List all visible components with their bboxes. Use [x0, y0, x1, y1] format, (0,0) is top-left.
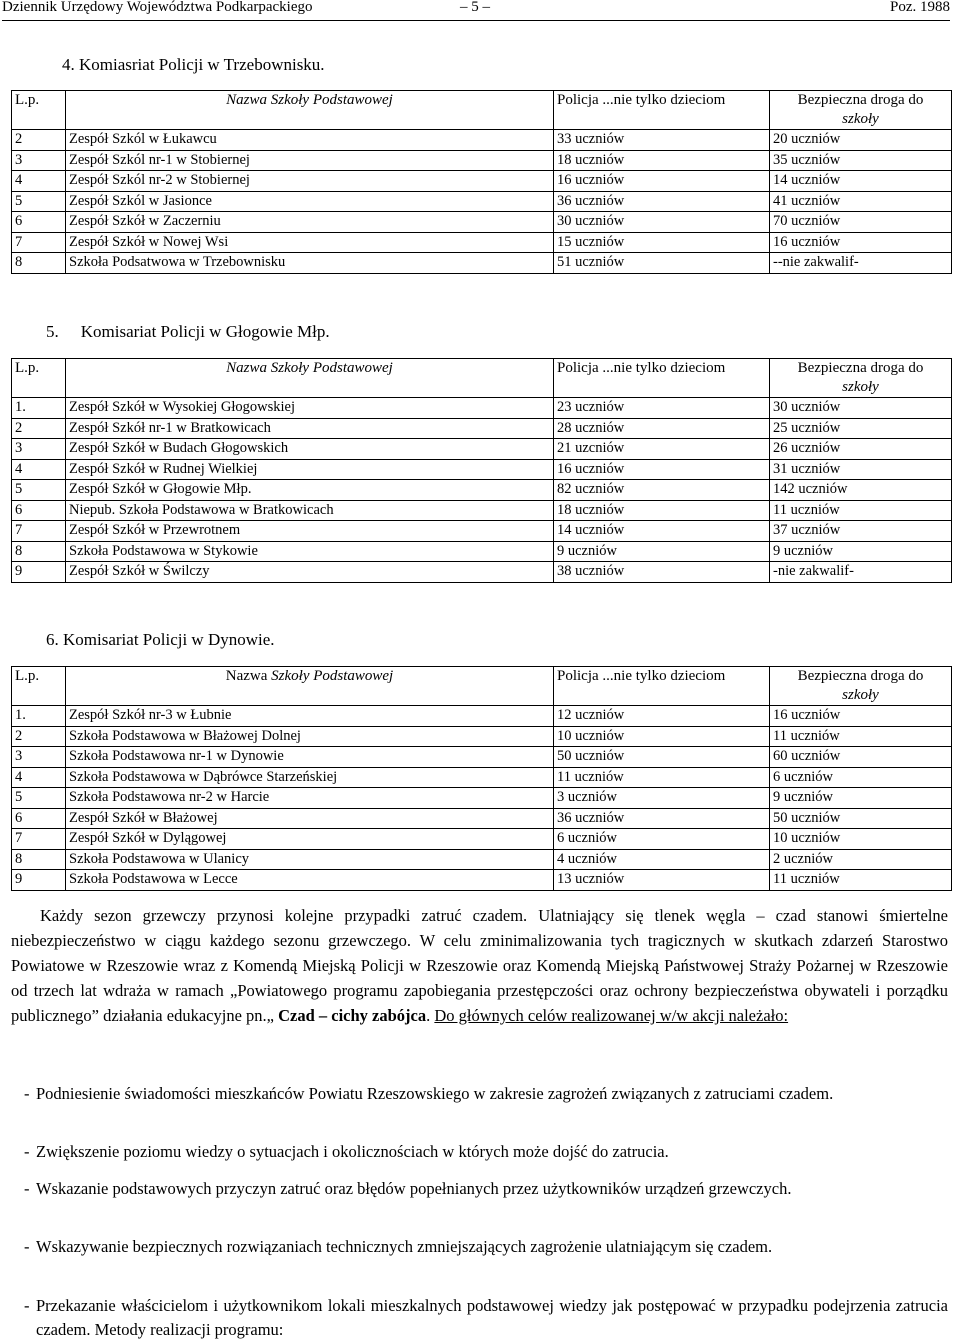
cell-lp: 1.	[12, 398, 66, 419]
cell-nazwa: Zespół Szkól nr-2 w Stobiernej	[66, 171, 554, 192]
table-row	[12, 150, 952, 171]
page-number: – 5 –	[460, 0, 490, 15]
cell-lp: 8	[12, 253, 66, 274]
section-5-title: 5. Komisariat Policji w Głogowie Młp.	[46, 322, 330, 341]
cell-droga: 25 uczniów	[770, 418, 952, 439]
cell-droga: 31 uczniów	[770, 459, 952, 480]
cell-droga: 142 uczniów	[770, 480, 952, 501]
table-row	[12, 870, 952, 891]
cell-nazwa: Zespół Szkól w Łukawcu	[66, 130, 554, 151]
header-nazwa: Nazwa Szkoły Podstawowej	[66, 667, 554, 706]
table-row	[12, 253, 952, 274]
cell-nazwa: Szkoła Podsatwowa w Trzebownisku	[66, 253, 554, 274]
cell-lp: 4	[12, 459, 66, 480]
list-item: - Zwiększenie poziomu wiedzy o sytuacjach i okolicznościach w których może dojść do zatrucia.	[24, 1142, 669, 1161]
cell-nazwa: Zespół Szkół w Dylągowej	[66, 829, 554, 850]
table-row	[12, 541, 952, 562]
journal-title: Dziennik Urzędowy Województwa Podkarpackiego	[2, 0, 313, 15]
header-bezpieczna: Bezpieczna droga do szkoły	[770, 667, 952, 706]
header-lp: L.p.	[12, 91, 66, 130]
cell-droga: 11 uczniów	[770, 726, 952, 747]
cell-nazwa: Zespół Szkół nr-1 w Bratkowicach	[66, 418, 554, 439]
cell-droga: 16 uczniów	[770, 706, 952, 727]
table-row	[12, 849, 952, 870]
cell-droga: 35 uczniów	[770, 150, 952, 171]
cell-droga: 6 uczniów	[770, 767, 952, 788]
cell-lp: 5	[12, 191, 66, 212]
cell-policja: 38 uczniów	[554, 562, 770, 583]
cell-nazwa: Zespół Szkół w Świlczy	[66, 562, 554, 583]
cell-policja: 14 uczniów	[554, 521, 770, 542]
cell-policja: 36 uczniów	[554, 808, 770, 829]
program-name: Czad – cichy zabójca	[278, 1006, 427, 1025]
cell-policja: 18 uczniów	[554, 150, 770, 171]
cell-lp: 7	[12, 521, 66, 542]
cell-lp: 6	[12, 808, 66, 829]
table-row	[12, 212, 952, 233]
table-row	[12, 439, 952, 460]
header-policja: Policja ...nie tylko dzieciom	[554, 91, 770, 130]
cell-lp: 9	[12, 870, 66, 891]
cell-policja: 6 uczniów	[554, 829, 770, 850]
cell-policja: 16 uczniów	[554, 171, 770, 192]
cell-droga: --nie zakwalif-	[770, 253, 952, 274]
cell-policja: 13 uczniów	[554, 870, 770, 891]
table-row	[12, 829, 952, 850]
cell-lp: 8	[12, 849, 66, 870]
cell-nazwa: Zespół Szkół w Przewrotnem	[66, 521, 554, 542]
cell-nazwa: Zespół Szkół w Rudnej Wielkiej	[66, 459, 554, 480]
cell-droga: 11 uczniów	[770, 870, 952, 891]
table-row	[12, 232, 952, 253]
cell-lp: 3	[12, 150, 66, 171]
cell-policja: 21 uzcniów	[554, 439, 770, 460]
table-header-row	[12, 667, 952, 706]
cell-policja: 9 uczniów	[554, 541, 770, 562]
table-row	[12, 747, 952, 768]
cell-nazwa: Zespół Szkół w Błażowej	[66, 808, 554, 829]
list-item: - Podniesienie świadomości mieszkańców Powiatu Rzeszowskiego w zakresie zagrożeń związanych z zatruciami czadem.	[24, 1084, 834, 1103]
cell-policja: 15 uczniów	[554, 232, 770, 253]
header-nazwa: Nazwa Szkoły Podstawowej	[66, 359, 554, 398]
table-row	[12, 398, 952, 419]
header-bezpieczna: Bezpieczna droga do szkoły	[770, 91, 952, 130]
cell-policja: 18 uczniów	[554, 500, 770, 521]
table-header-row	[12, 91, 952, 130]
cell-policja: 3 uczniów	[554, 788, 770, 809]
table-row	[12, 788, 952, 809]
cell-lp: 9	[12, 562, 66, 583]
cell-policja: 16 uczniów	[554, 459, 770, 480]
cell-nazwa: Szkoła Podstawowa w Stykowie	[66, 541, 554, 562]
cell-policja: 23 uczniów	[554, 398, 770, 419]
cell-droga: 9 uczniów	[770, 541, 952, 562]
cell-lp: 5	[12, 788, 66, 809]
cell-policja: 28 uczniów	[554, 418, 770, 439]
cell-nazwa: Zespół Szkół w Głogowie Młp.	[66, 480, 554, 501]
table-row	[12, 808, 952, 829]
cell-lp: 2	[12, 418, 66, 439]
cell-nazwa: Niepub. Szkoła Podstawowa w Bratkowicach	[66, 500, 554, 521]
table-row	[12, 562, 952, 583]
cell-nazwa: Szkoła Podstawowa w Błażowej Dolnej	[66, 726, 554, 747]
cell-lp: 1.	[12, 706, 66, 727]
cell-policja: 50 uczniów	[554, 747, 770, 768]
table-row	[12, 767, 952, 788]
cell-lp: 3	[12, 439, 66, 460]
cell-lp: 2	[12, 130, 66, 151]
cell-lp: 8	[12, 541, 66, 562]
cell-policja: 82 uczniów	[554, 480, 770, 501]
header-policja: Policja ...nie tylko dzieciom	[554, 359, 770, 398]
cell-nazwa: Zespół Szkól w Jasionce	[66, 191, 554, 212]
section-4-title: 4. Komiasriat Policji w Trzebownisku.	[62, 55, 325, 74]
cell-nazwa: Zespół Szkół nr-3 w Łubnie	[66, 706, 554, 727]
section-6-table	[11, 666, 952, 891]
cell-droga: 30 uczniów	[770, 398, 952, 419]
cell-droga: 2 uczniów	[770, 849, 952, 870]
cell-nazwa: Szkoła Podstawowa w Lecce	[66, 870, 554, 891]
section-4-table	[11, 90, 952, 274]
cell-policja: 33 uczniów	[554, 130, 770, 151]
table-row	[12, 130, 952, 151]
table-row	[12, 480, 952, 501]
cell-policja: 10 uczniów	[554, 726, 770, 747]
cell-nazwa: Zespół Szkół w Wysokiej Głogowskiej	[66, 398, 554, 419]
table-row	[12, 459, 952, 480]
cell-lp: 3	[12, 747, 66, 768]
cell-droga: 10 uczniów	[770, 829, 952, 850]
cell-lp: 6	[12, 500, 66, 521]
cell-droga: 26 uczniów	[770, 439, 952, 460]
cell-droga: 11 uczniów	[770, 500, 952, 521]
cell-nazwa: Zespół Szkól nr-1 w Stobiernej	[66, 150, 554, 171]
cell-policja: 51 uczniów	[554, 253, 770, 274]
header-bezpieczna: Bezpieczna droga do szkoły	[770, 359, 952, 398]
cell-nazwa: Zespół Szkół w Zaczerniu	[66, 212, 554, 233]
table-row	[12, 521, 952, 542]
table-row	[12, 191, 952, 212]
header-lp: L.p.	[12, 359, 66, 398]
table-row	[12, 706, 952, 727]
header-policja: Policja ...nie tylko dzieciom	[554, 667, 770, 706]
cell-droga: 50 uczniów	[770, 808, 952, 829]
cell-droga: 37 uczniów	[770, 521, 952, 542]
cell-droga: 16 uczniów	[770, 232, 952, 253]
table-row	[12, 500, 952, 521]
position-number: Poz. 1988	[890, 0, 950, 15]
header-nazwa: Nazwa Szkoły Podstawowej	[66, 91, 554, 130]
goals-intro: Do głównych celów realizowanej w/w akcji należało:	[434, 1006, 789, 1025]
table-row	[12, 726, 952, 747]
cell-nazwa: Szkoła Podstawowa w Dąbrówce Starzeńskiej	[66, 767, 554, 788]
cell-droga: -nie zakwalif-	[770, 562, 952, 583]
cell-policja: 4 uczniów	[554, 849, 770, 870]
list-item: - Wskazanie podstawowych przyczyn zatruć oraz błędów popełnianych przez użytkowników urządzeń grzewczych.	[24, 1179, 792, 1198]
list-item: - Wskazywanie bezpiecznych rozwiązaniach technicznych zmniejszających zagrożenie ulatniającym się czadem.	[24, 1237, 773, 1256]
cell-nazwa: Szkoła Podstawowa w Ulanicy	[66, 849, 554, 870]
cell-droga: 20 uczniów	[770, 130, 952, 151]
cell-policja: 30 uczniów	[554, 212, 770, 233]
cell-lp: 6	[12, 212, 66, 233]
list-item: - Przekazanie właścicielom i użytkownikom lokali mieszkalnych podstawowej wiedzy jak postępować w przypadku podejrzenia zatrucia czadem. Metody realizacji programu:	[24, 1296, 948, 1339]
page-header	[2, 0, 950, 21]
cell-policja: 12 uczniów	[554, 706, 770, 727]
cell-policja: 11 uczniów	[554, 767, 770, 788]
cell-droga: 70 uczniów	[770, 212, 952, 233]
cell-lp: 7	[12, 232, 66, 253]
header-lp: L.p.	[12, 667, 66, 706]
cell-lp: 7	[12, 829, 66, 850]
body-paragraph: Każdy sezon grzewczy przynosi kolejne przypadki zatruć czadem. Ulatniający się tlenek węgla – czad stanowi śmiertelne niebezpieczeństwo w ciągu każdego sezonu grzewczego. W celu zminimalizowania tych tragicznych w skutkach zdarzeń Starostwo Powiatowe w Rzeszowie wraz z Komendą Miejską Policji w Rzeszowie oraz Komendą Miejską Państwowej Straży Pożarnej w Rzeszowie od trzech lat wdraża w ramach „Powiatowego programu zapobiegania przestępczości oraz ochrony bezpieczeństwa obywateli i porządku publicznego” działania edukacyjne pn.„ Czad – cichy zabójca. Do głównych celów realizowanej w/w akcji należało:	[11, 906, 948, 1025]
cell-nazwa: Szkoła Podstawowa nr-1 w Dynowie	[66, 747, 554, 768]
cell-nazwa: Zespół Szkół w Budach Głogowskich	[66, 439, 554, 460]
cell-lp: 4	[12, 767, 66, 788]
section-5-table	[11, 358, 952, 583]
cell-nazwa: Szkoła Podstawowa nr-2 w Harcie	[66, 788, 554, 809]
cell-lp: 5	[12, 480, 66, 501]
table-row	[12, 418, 952, 439]
cell-droga: 14 uczniów	[770, 171, 952, 192]
table-header-row	[12, 359, 952, 398]
cell-lp: 4	[12, 171, 66, 192]
cell-droga: 60 uczniów	[770, 747, 952, 768]
cell-droga: 41 uczniów	[770, 191, 952, 212]
cell-lp: 2	[12, 726, 66, 747]
cell-policja: 36 uczniów	[554, 191, 770, 212]
table-row	[12, 171, 952, 192]
cell-nazwa: Zespół Szkół w Nowej Wsi	[66, 232, 554, 253]
section-6-title: 6. Komisariat Policji w Dynowie.	[46, 630, 275, 649]
cell-droga: 9 uczniów	[770, 788, 952, 809]
